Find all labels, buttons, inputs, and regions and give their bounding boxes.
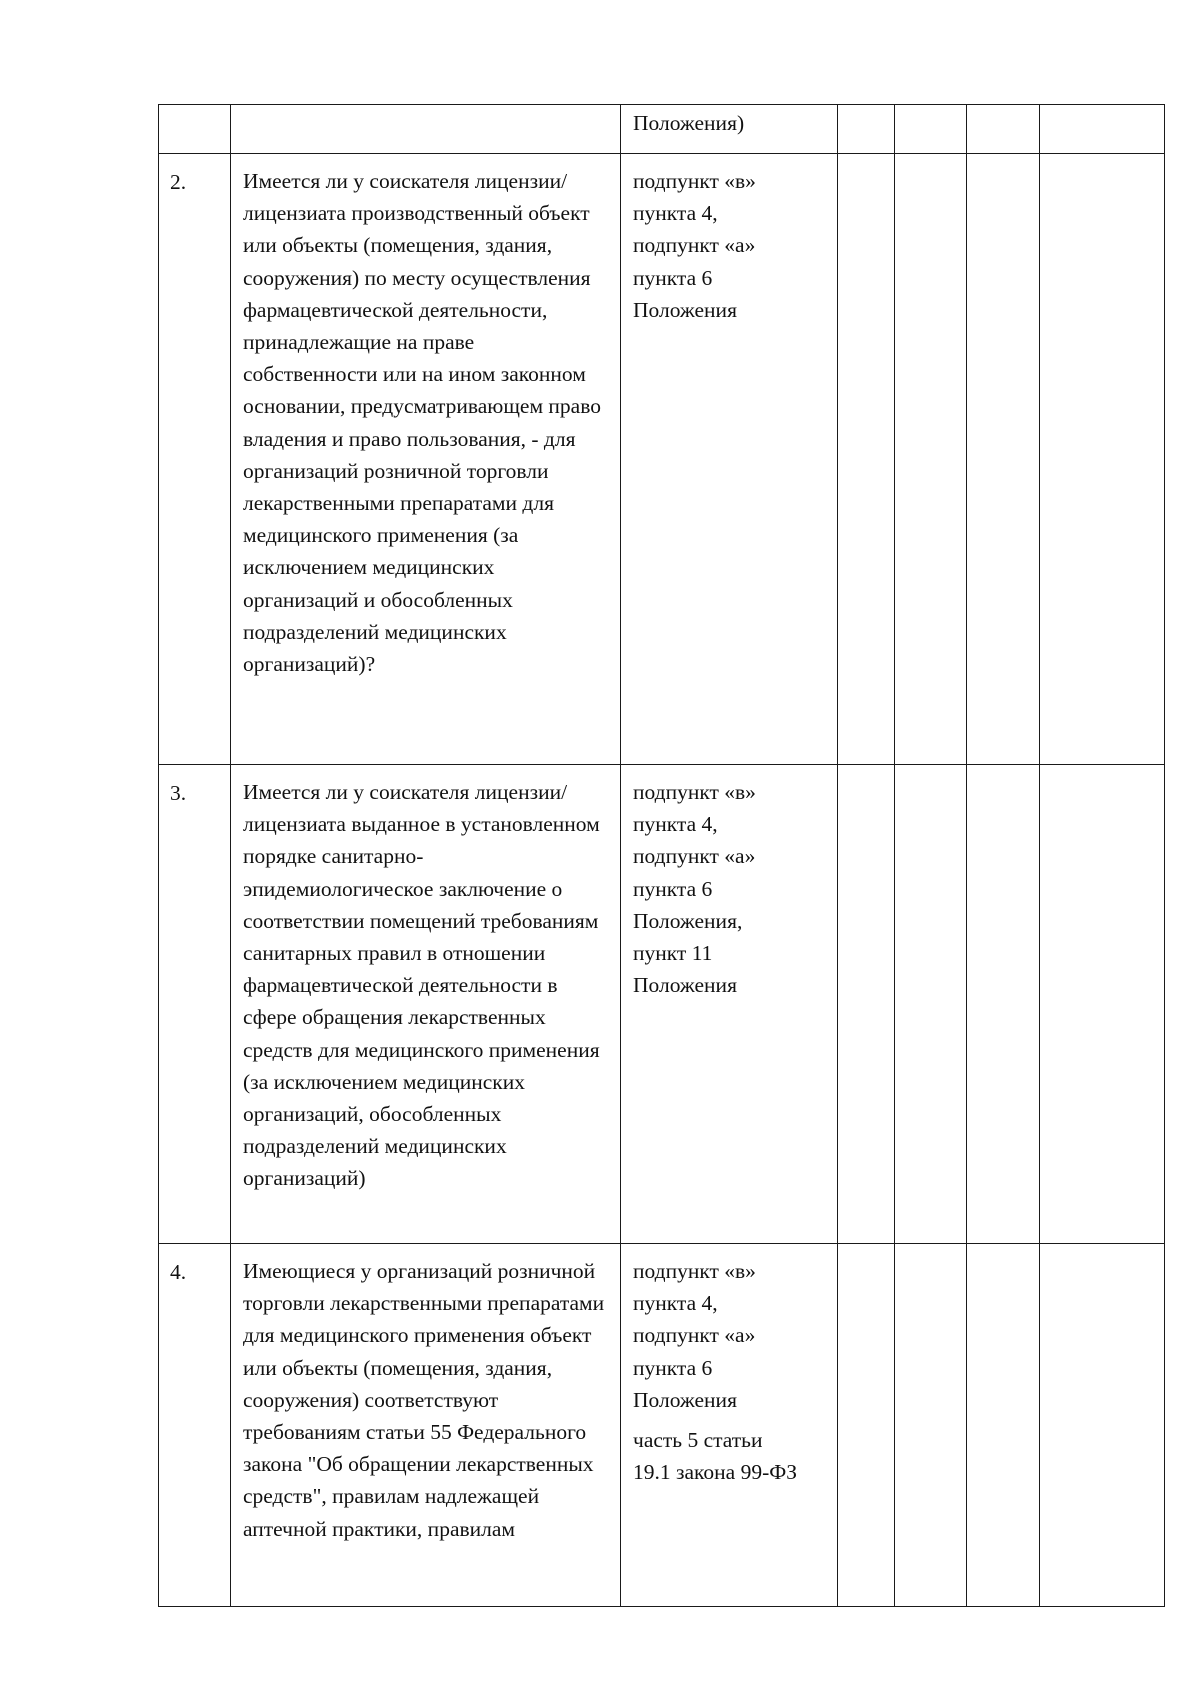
row-number: 2. [170,170,187,194]
table-row [159,1244,1165,1607]
reference-line: подпункт «а» [633,844,756,869]
reference-line: пункта 4, [633,1291,718,1316]
empty-cell [1040,105,1165,154]
reference-line: Положения, [633,908,743,933]
reference-line: пункта 6 [633,1355,713,1380]
empty-cell [838,154,895,765]
reference-line: часть 5 статьи [633,1428,763,1453]
empty-cell [967,1244,1040,1607]
reference-line: Положения [633,297,737,322]
reference-line: пункта 6 [633,876,713,901]
question-cell [231,105,621,154]
empty-cell [895,765,967,1244]
question-text: Имеется ли у соискателя лицензии/лицензиата выданное в установленном порядке санитарно-эпидемиологическое заключение о соответствии помещений требованиям санитарных правил в отношении фармацевтической деятельности в сфере обращения лекарственных средств для медицинского применения (за исключением медицинских организаций, обособленных подразделений медицинских организаций) [243,780,600,1191]
empty-cell [895,1244,967,1607]
reference-line: подпункт «в» [633,1259,756,1283]
reference-text [621,765,837,1009]
reference-text [621,1244,837,1496]
reference-text [621,154,837,334]
table-row-continuation [159,105,1165,154]
row-number: 4. [170,1260,187,1284]
reference-line: Положения [633,973,737,998]
reference-line: подпункт «в» [633,169,756,193]
empty-cell [895,105,967,154]
reference-extra [633,1424,829,1488]
reference-line: 19.1 закона 99-ФЗ [633,1460,797,1485]
empty-cell [967,154,1040,765]
table-row [159,154,1165,765]
reference-line: пункта 6 [633,265,713,290]
question-cell [231,1244,621,1607]
reference-cell [621,154,838,765]
reference-line: подпункт «в» [633,780,756,804]
empty-cell [967,105,1040,154]
row-number-cell [159,1244,231,1607]
table-row [159,765,1165,1244]
empty-cell [1040,1244,1165,1607]
empty-cell [1040,765,1165,1244]
reference-cell [621,105,838,154]
reference-line: подпункт «а» [633,233,756,258]
empty-cell [838,105,895,154]
requirements-table [158,104,1165,1607]
empty-cell [895,154,967,765]
reference-line: пункта 4, [633,201,718,226]
reference-line: Положения [633,1387,737,1412]
reference-line: подпункт «а» [633,1323,756,1348]
row-number-cell [159,765,231,1244]
question-text: Имеющиеся у организаций розничной торговли лекарственными препаратами для медицинского применения объект или объекты (помещения, здания, сооружения) соответствуют требованиям статьи 55 Федерального закона "Об обращении лекарственных средств", правилам надлежащей аптечной практики, правилам [243,1259,605,1541]
empty-cell [838,1244,895,1607]
empty-cell [967,765,1040,1244]
reference-line: пункт 11 [633,941,713,966]
question-cell [231,765,621,1244]
empty-cell [838,765,895,1244]
reference-cell [621,1244,838,1607]
row-number-cell [159,154,231,765]
empty-cell [1040,154,1165,765]
question-text: Имеется ли у соискателя лицензии/лицензиата производственный объект или объекты (помещения, здания, сооружения) по месту осуществления фармацевтической деятельности, принадлежащие на праве собственности или на ином законном основании, предусматривающем право владения и право пользования, - для организаций розничной торговли лекарственными препаратами для медицинского применения (за исключением медицинских организаций и обособленных подразделений медицинских организаций)? [243,169,601,677]
reference-cell [621,765,838,1244]
row-number: 3. [170,781,187,805]
reference-line: пункта 4, [633,812,718,837]
question-cell [231,154,621,765]
row-number-cell [159,105,231,154]
reference-text: Положения) [633,111,745,135]
